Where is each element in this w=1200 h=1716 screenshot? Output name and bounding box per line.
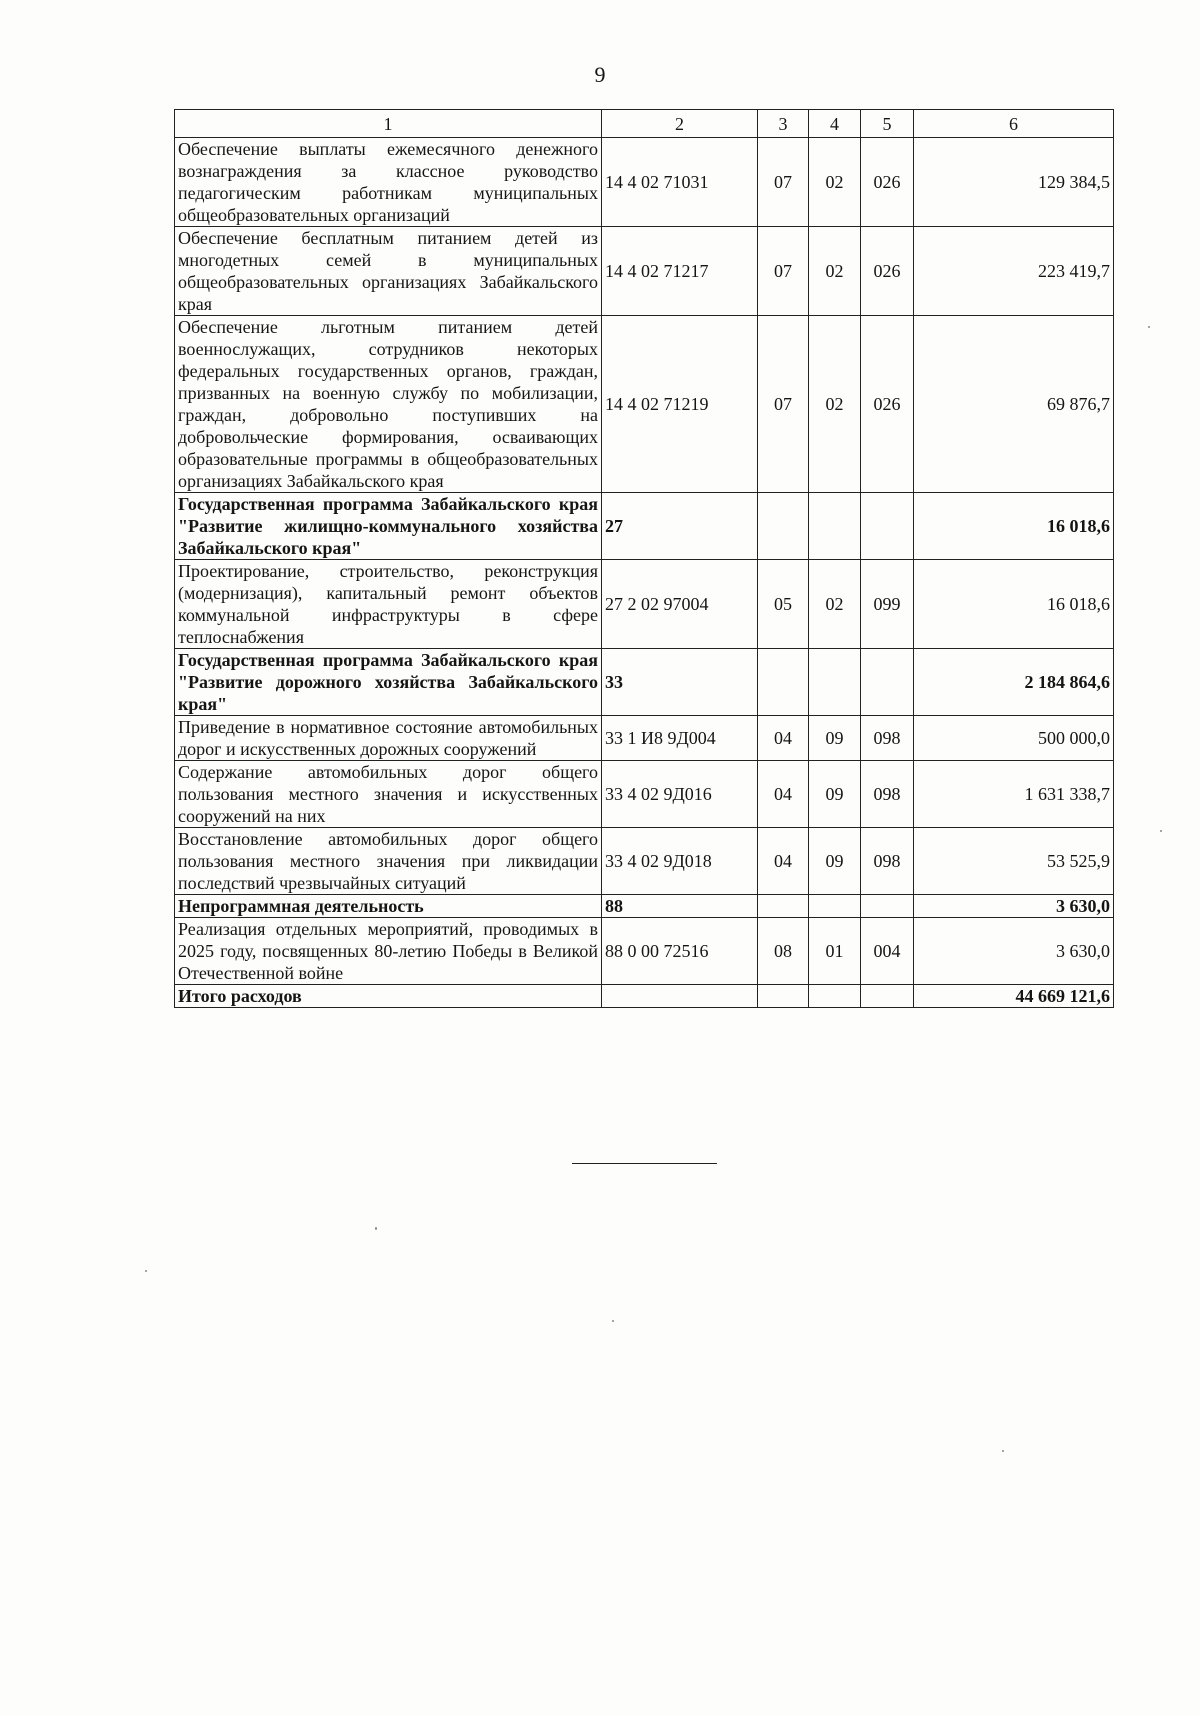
- table-row: [175, 985, 1114, 1008]
- amount-cell: 2 184 864,6: [914, 649, 1114, 716]
- expense-type-code-cell: [861, 649, 914, 716]
- section-code-cell: 04: [758, 828, 809, 895]
- amount-cell: 129 384,5: [914, 138, 1114, 227]
- scan-speck: [1160, 830, 1162, 832]
- header-cell: 3: [758, 110, 809, 138]
- row-description-cell: Итого расходов: [175, 985, 602, 1008]
- table-row: [175, 227, 1114, 316]
- row-description-cell: Непрограммная деятельность: [175, 895, 602, 918]
- table-row: [175, 560, 1114, 649]
- subsection-code-cell: [809, 895, 861, 918]
- header-cell: 4: [809, 110, 861, 138]
- section-code-cell: 04: [758, 716, 809, 761]
- table-row: [175, 649, 1114, 716]
- amount-cell: 3 630,0: [914, 895, 1114, 918]
- expense-type-code-cell: 098: [861, 716, 914, 761]
- section-code-cell: [758, 649, 809, 716]
- row-description-cell: Реализация отдельных мероприятий, проводимых в 2025 году, посвященных 80-летию Победы в Великой Отечественной войне: [175, 918, 602, 985]
- header-row: [175, 110, 1114, 138]
- amount-cell: 53 525,9: [914, 828, 1114, 895]
- target-article-code-cell: [602, 985, 758, 1008]
- table-row: [175, 138, 1114, 227]
- header-cell: 6: [914, 110, 1114, 138]
- table-row: [175, 493, 1114, 560]
- amount-cell: 44 669 121,6: [914, 985, 1114, 1008]
- expenditure-table: [174, 109, 1114, 1008]
- subsection-code-cell: 02: [809, 560, 861, 649]
- subsection-code-cell: 02: [809, 316, 861, 493]
- table-row: [175, 761, 1114, 828]
- expense-type-code-cell: [861, 493, 914, 560]
- section-code-cell: 07: [758, 138, 809, 227]
- row-description-cell: Государственная программа Забайкальского края "Развитие дорожного хозяйства Забайкальского края": [175, 649, 602, 716]
- row-description-cell: Обеспечение выплаты ежемесячного денежного вознаграждения за классное руководство педагогическим работникам муниципальных общеобразовательных организаций: [175, 138, 602, 227]
- table-row: [175, 828, 1114, 895]
- subsection-code-cell: 09: [809, 716, 861, 761]
- header-cell: 1: [175, 110, 602, 138]
- section-code-cell: 04: [758, 761, 809, 828]
- target-article-code-cell: 88 0 00 72516: [602, 918, 758, 985]
- expense-type-code-cell: 004: [861, 918, 914, 985]
- section-code-cell: 05: [758, 560, 809, 649]
- section-code-cell: 07: [758, 227, 809, 316]
- subsection-code-cell: [809, 493, 861, 560]
- subsection-code-cell: 02: [809, 227, 861, 316]
- target-article-code-cell: 27: [602, 493, 758, 560]
- row-description-cell: Восстановление автомобильных дорог общего пользования местного значения при ликвидации последствий чрезвычайных ситуаций: [175, 828, 602, 895]
- expense-type-code-cell: [861, 985, 914, 1008]
- target-article-code-cell: 33: [602, 649, 758, 716]
- expense-type-code-cell: 026: [861, 316, 914, 493]
- subsection-code-cell: 02: [809, 138, 861, 227]
- expense-type-code-cell: 026: [861, 227, 914, 316]
- scan-speck: [612, 1320, 614, 1322]
- scan-speck: [1148, 326, 1150, 328]
- expense-type-code-cell: [861, 895, 914, 918]
- amount-cell: 500 000,0: [914, 716, 1114, 761]
- section-code-cell: [758, 985, 809, 1008]
- scan-speck: [375, 1227, 377, 1230]
- subsection-code-cell: 01: [809, 918, 861, 985]
- expense-type-code-cell: 098: [861, 828, 914, 895]
- page-number: 9: [594, 62, 606, 87]
- amount-cell: 223 419,7: [914, 227, 1114, 316]
- expense-type-code-cell: 026: [861, 138, 914, 227]
- target-article-code-cell: 33 4 02 9Д018: [602, 828, 758, 895]
- expense-type-code-cell: 098: [861, 761, 914, 828]
- header-cell: 2: [602, 110, 758, 138]
- table-row: [175, 316, 1114, 493]
- row-description-cell: Приведение в нормативное состояние автомобильных дорог и искусственных дорожных сооружений: [175, 716, 602, 761]
- amount-cell: 3 630,0: [914, 918, 1114, 985]
- target-article-code-cell: 33 1 И8 9Д004: [602, 716, 758, 761]
- subsection-code-cell: [809, 985, 861, 1008]
- row-description-cell: Государственная программа Забайкальского края "Развитие жилищно-коммунального хозяйства Забайкальского края": [175, 493, 602, 560]
- table-row: [175, 716, 1114, 761]
- row-description-cell: Обеспечение льготным питанием детей военнослужащих, сотрудников некоторых федеральных государственных органов, граждан, призванных на военную службу по мобилизации, граждан, добровольно поступивших на добровольческие формирования, осваивающих образовательные программы в общеобразовательных организациях Забайкальского края: [175, 316, 602, 493]
- section-code-cell: [758, 895, 809, 918]
- section-code-cell: 07: [758, 316, 809, 493]
- target-article-code-cell: 14 4 02 71217: [602, 227, 758, 316]
- subsection-code-cell: 09: [809, 761, 861, 828]
- header-cell: 5: [861, 110, 914, 138]
- subsection-code-cell: [809, 649, 861, 716]
- amount-cell: 1 631 338,7: [914, 761, 1114, 828]
- amount-cell: 16 018,6: [914, 493, 1114, 560]
- target-article-code-cell: 33 4 02 9Д016: [602, 761, 758, 828]
- row-description-cell: Проектирование, строительство, реконструкция (модернизация), капитальный ремонт объектов коммунальной инфраструктуры в сфере теплоснабжения: [175, 560, 602, 649]
- end-separator-line: [572, 1163, 717, 1164]
- row-description-cell: Обеспечение бесплатным питанием детей из многодетных семей в муниципальных общеобразовательных организациях Забайкальского края: [175, 227, 602, 316]
- subsection-code-cell: 09: [809, 828, 861, 895]
- target-article-code-cell: 88: [602, 895, 758, 918]
- target-article-code-cell: 14 4 02 71219: [602, 316, 758, 493]
- amount-cell: 16 018,6: [914, 560, 1114, 649]
- table-row: [175, 918, 1114, 985]
- target-article-code-cell: 14 4 02 71031: [602, 138, 758, 227]
- expense-type-code-cell: 099: [861, 560, 914, 649]
- amount-cell: 69 876,7: [914, 316, 1114, 493]
- table-row: [175, 895, 1114, 918]
- row-description-cell: Содержание автомобильных дорог общего пользования местного значения и искусственных сооружений на них: [175, 761, 602, 828]
- section-code-cell: 08: [758, 918, 809, 985]
- target-article-code-cell: 27 2 02 97004: [602, 560, 758, 649]
- scan-speck: [145, 1270, 147, 1272]
- section-code-cell: [758, 493, 809, 560]
- scan-speck: [1002, 1450, 1004, 1452]
